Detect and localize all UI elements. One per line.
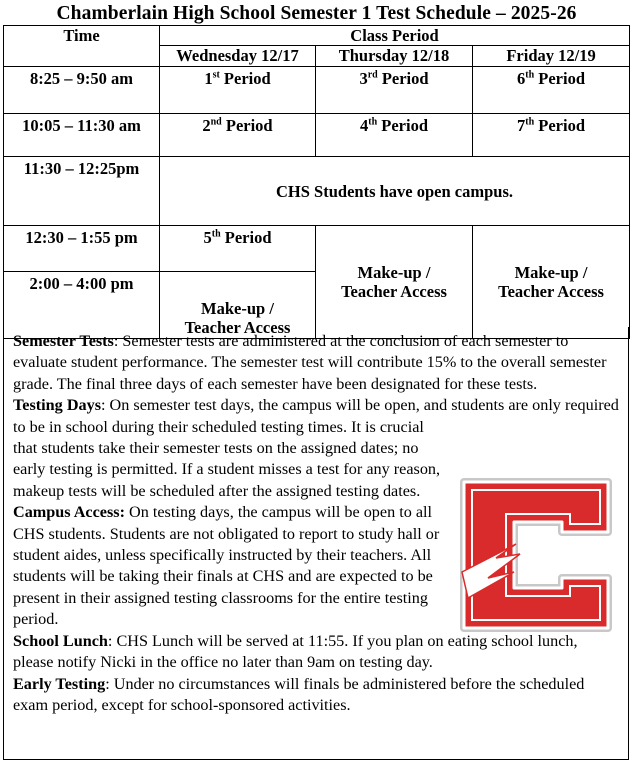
chs-c-logo-icon <box>458 474 618 636</box>
testing-days-paragraph: Testing Days: On semester test days, the campus will be open, and students are only required to be in school during their scheduled testing times. It is crucial <box>13 396 619 436</box>
makeup-cell: Make-up / Teacher Access <box>316 226 473 339</box>
period-cell: 4th Period <box>316 114 473 157</box>
makeup-cell: Make-up / Teacher Access <box>160 272 316 339</box>
period-cell: 1st Period <box>160 67 316 114</box>
semester-tests-paragraph: Semester Tests: Semester tests are administered at the conclusion of each semester to evaluate student performance. The semester test will contribute 15% to the overall semester grade. The final three days of each semester have been designated for these tests. <box>13 332 607 393</box>
time-cell: 10:05 – 11:30 am <box>4 114 160 157</box>
period-cell: 7th Period <box>473 114 630 157</box>
time-cell: 12:30 – 1:55 pm <box>4 226 160 272</box>
early-testing-paragraph: Early Testing: Under no circumstances will finals be administered before the scheduled exam period, except for school-sponsored activities. <box>13 674 585 714</box>
page-title: Chamberlain High School Semester 1 Test Schedule – 2025-26 <box>56 3 577 24</box>
time-header: Time <box>4 26 160 67</box>
school-lunch-paragraph: School Lunch: CHS Lunch will be served at 11:55. If you plan on eating school lunch, please notify Nicki in the office no later than 9am on testing day. <box>13 631 578 672</box>
test-schedule-table <box>3 25 630 339</box>
class-period-header: Class Period <box>160 26 630 46</box>
day-header: Wednesday 12/17 <box>160 46 316 67</box>
testing-days-continued: that students take their semester tests on the assigned dates; no early testing is permitted. If a student misses a test for any reason, makeup tests will be scheduled after the assigned testing dates. <box>13 439 441 500</box>
day-header: Friday 12/19 <box>473 46 630 67</box>
period-cell: 6th Period <box>473 67 630 114</box>
period-cell: 5th Period <box>160 226 316 272</box>
time-cell: 8:25 – 9:50 am <box>4 67 160 114</box>
open-campus-cell: CHS Students have open campus. <box>160 157 630 226</box>
makeup-cell: Make-up / Teacher Access <box>473 226 630 339</box>
time-cell: 11:30 – 12:25pm <box>4 157 160 226</box>
day-header: Thursday 12/18 <box>316 46 473 67</box>
period-cell: 2nd Period <box>160 114 316 157</box>
period-cell: 3rd Period <box>316 67 473 114</box>
campus-access-paragraph: Campus Access: On testing days, the campus will be open to all CHS students. Students are not obligated to report to study hall or student aides, unless specifically instructed by their teachers. All students will be taking their finals at CHS and are expected to be present in their assigned testing classrooms for the entire testing period. <box>13 503 440 629</box>
time-cell: 2:00 – 4:00 pm <box>4 272 160 339</box>
